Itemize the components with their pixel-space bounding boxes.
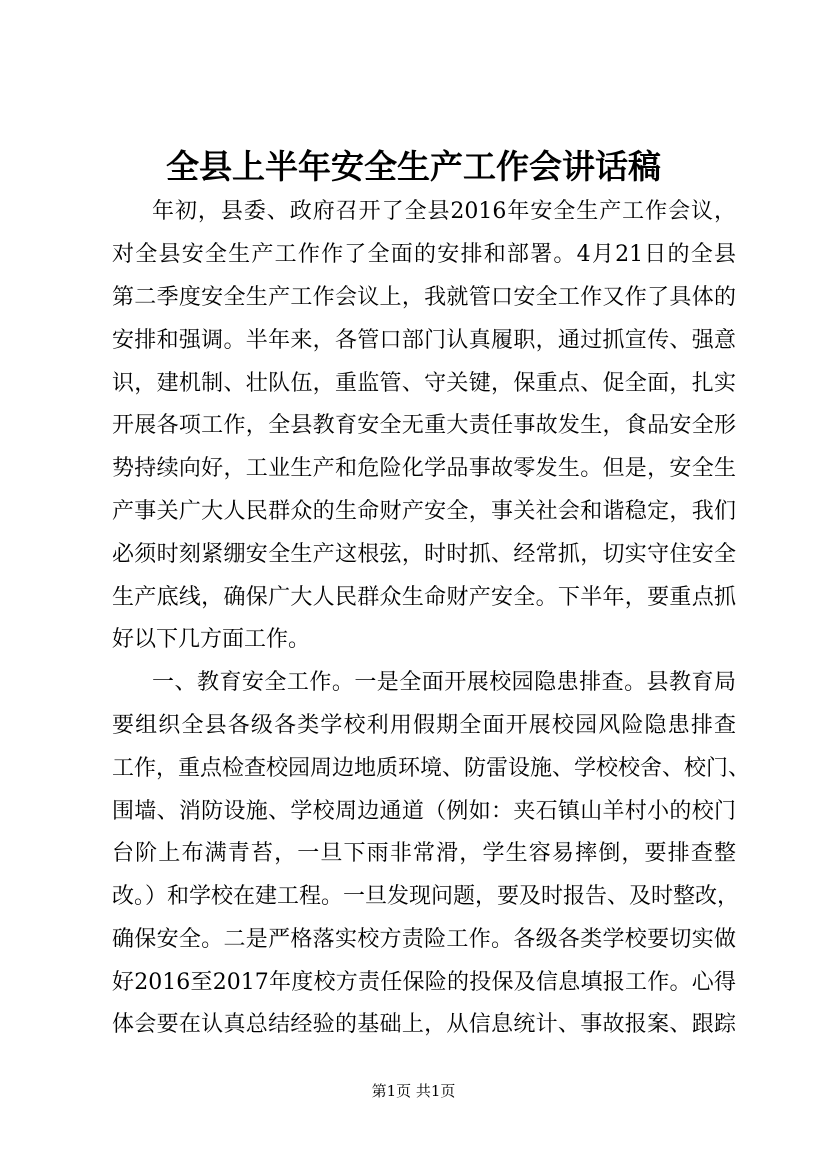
paragraph-line: 围墙、消防设施、学校周边通道（例如：夹石镇山羊村小的校门 [112,799,736,824]
paragraph-line: 好2016至2017年度校方责任保险的投保及信息填报工作。心得 [112,970,736,995]
document-title: 全县上半年安全生产工作会讲话稿 [166,147,661,186]
paragraph-line: 改。）和学校在建工程。一旦发现问题，要及时报告、及时整改， [112,884,740,909]
paragraph-line: 年初，县委、政府召开了全县2016年安全生产工作会议， [152,199,736,224]
paragraph-line: 产事关广大人民群众的生命财产安全，事关社会和谐稳定，我们 [112,499,736,524]
paragraph-line: 台阶上布满青苔，一旦下雨非常滑，学生容易摔倒，要排查整 [112,841,736,866]
paragraph-line: 体会要在认真总结经验的基础上，从信息统计、事故报案、跟踪 [112,1012,736,1037]
paragraph-line: 工作，重点检查校园周边地质环境、防雷设施、学校校舍、校门、 [112,756,751,781]
paragraph-line: 生产底线，确保广大人民群众生命财产安全。下半年，要重点抓 [112,585,736,610]
paragraph-line: 安排和强调。半年来，各管口部门认真履职，通过抓宣传、强意 [112,328,736,353]
paragraph-line: 势持续向好，工业生产和危险化学品事故零发生。但是，安全生 [112,456,736,481]
paragraph-line: 一、教育安全工作。一是全面开展校园隐患排查。县教育局 [152,670,736,695]
page-footer: 第1页 共1页 [371,1082,456,1100]
paragraph-line: 好以下几方面工作。 [112,627,311,652]
paragraph-line: 识，建机制、壮队伍，重监管、守关键，保重点、促全面，扎实 [112,371,736,396]
paragraph-line: 第二季度安全生产工作会议上，我就管口安全工作又作了具体的 [112,285,736,310]
paragraph-line: 开展各项工作，全县教育安全无重大责任事故发生，食品安全形 [112,413,736,438]
paragraph-line: 要组织全县各级各类学校利用假期全面开展校园风险隐患排查 [112,713,736,738]
paragraph-line: 必须时刻紧绷安全生产这根弦，时时抓、经常抓，切实守住安全 [112,542,736,567]
paragraph-line: 确保安全。二是严格落实校方责险工作。各级各类学校要切实做 [112,927,736,952]
paragraph-line: 对全县安全生产工作作了全面的安排和部署。4月21日的全县 [112,242,736,267]
